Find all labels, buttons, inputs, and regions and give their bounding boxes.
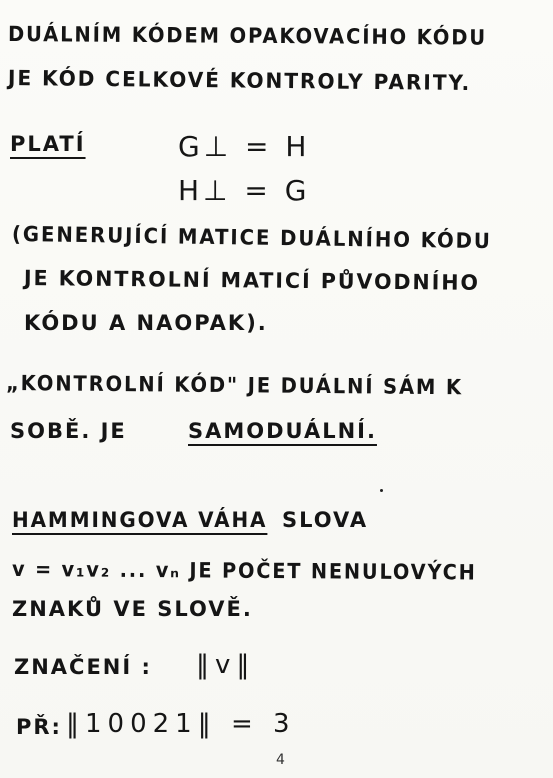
line-dual-code: DUÁLNÍM KÓDEM OPAKOVACÍHO KÓDU	[7, 22, 488, 50]
norm-notation: ‖v‖	[196, 650, 256, 680]
line-vice-versa: KÓDU A NAOPAK).	[24, 311, 268, 335]
line-control-matrix: JE KONTROLNÍ MATICÍ PŮVODNÍHO	[23, 266, 481, 295]
hamming-weight-title: HAMMINGOVA VÁHA	[12, 508, 268, 532]
line-nonzero-count: v = v₁v₂ ... vₙ JE POČET NENULOVÝCH	[11, 557, 477, 585]
line-parity-code: JE KÓD CELKOVÉ KONTROLY PARITY.	[7, 66, 472, 96]
page-number: 4	[276, 752, 285, 768]
notation-label: ZNAČENÍ :	[14, 655, 152, 679]
equation-g-perp: G⊥ = H	[178, 130, 311, 163]
hamming-weight-word: SLOVA	[282, 508, 369, 532]
plati-label: PLATÍ	[10, 132, 86, 156]
example-label: PŘ:	[16, 715, 62, 739]
line-generating-matrix: (GENERUJÍCÍ MATICE DUÁLNÍHO KÓDU	[11, 222, 492, 254]
self-dual-term: SAMODUÁLNÍ.	[188, 419, 377, 443]
equation-h-perp: H⊥ = G	[178, 174, 311, 207]
line-control-code: „KONTROLNÍ KÓD" JE DUÁLNÍ SÁM K	[5, 371, 464, 400]
stray-dot	[380, 489, 383, 492]
example-expression: ‖10021‖ = 3	[66, 709, 296, 739]
line-symbols-in-word: ZNAKŮ VE SLOVĚ.	[12, 597, 253, 621]
line-self-dual-prefix: SOBĚ. JE	[10, 419, 127, 443]
